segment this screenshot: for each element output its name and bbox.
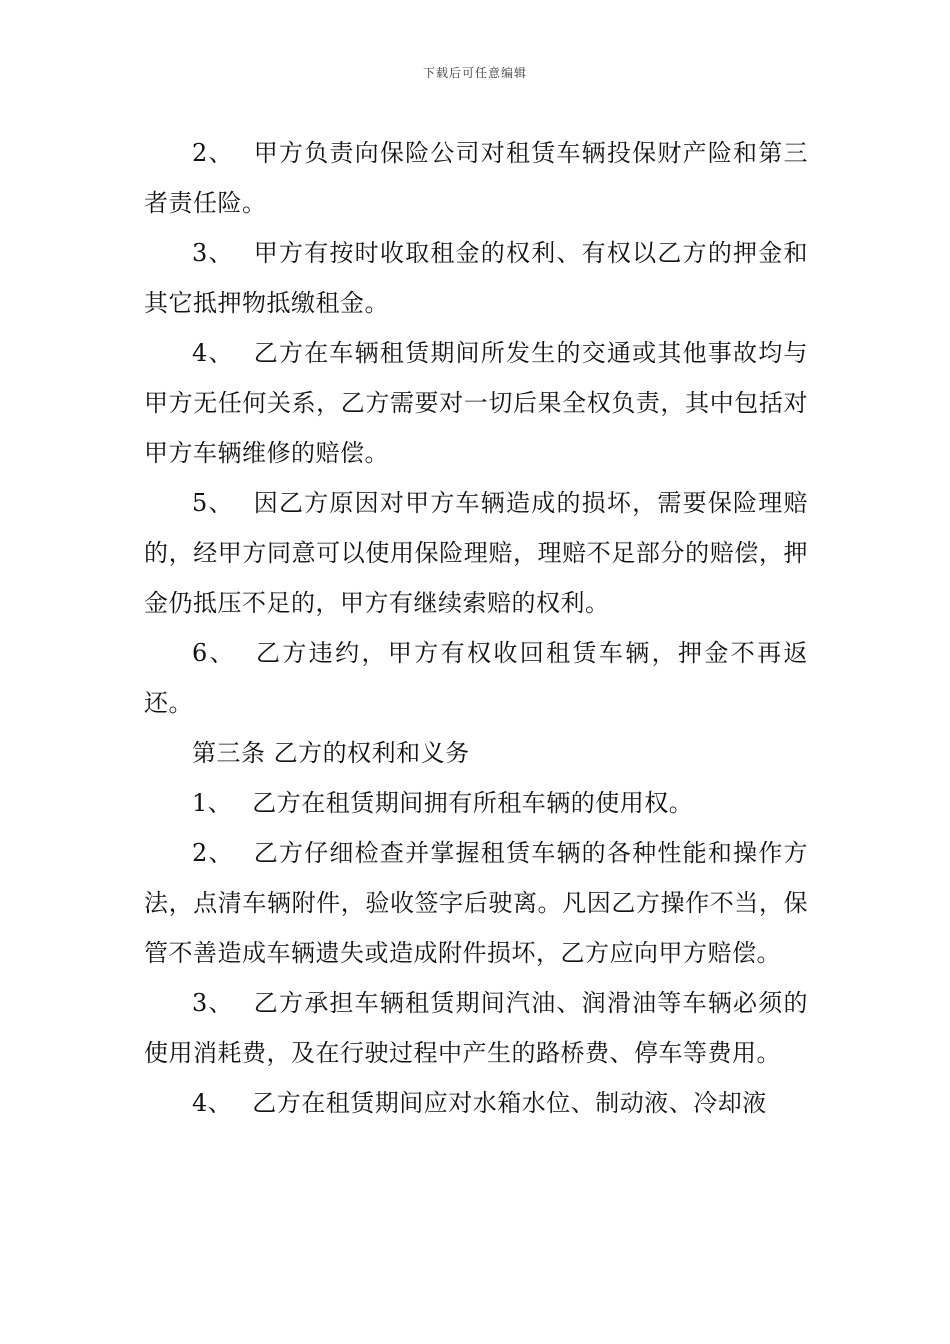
clause-text: 乙方仔细检查并掌握租赁车辆的各种性能和操作方法，点清车辆附件，验收签字后驶离。凡因乙方操作不当，保管不善造成车辆遗失或造成附件损坏，乙方应向甲方赔偿。 bbox=[144, 839, 808, 967]
clause-number: 3、 bbox=[192, 239, 234, 267]
clause-paragraph bbox=[144, 228, 808, 328]
clause-number: 4、 bbox=[192, 1089, 233, 1117]
clause-text: 乙方在车辆租赁期间所发生的交通或其他事故均与甲方无任何关系，乙方需要对一切后果全权负责，其中包括对甲方车辆维修的赔偿。 bbox=[144, 339, 808, 467]
clause-paragraph bbox=[144, 978, 808, 1078]
clause-number: 5、 bbox=[192, 489, 234, 517]
document-body bbox=[144, 128, 808, 1128]
clause-paragraph bbox=[144, 328, 808, 478]
clause-number: 1、 bbox=[192, 789, 233, 817]
clause-number: 4、 bbox=[192, 339, 234, 367]
clause-paragraph bbox=[144, 628, 808, 728]
clause-text: 因乙方原因对甲方车辆造成的损坏，需要保险理赔的，经甲方同意可以使用保险理赔，理赔不足部分的赔偿，押金仍抵压不足的，甲方有继续索赔的权利。 bbox=[144, 489, 808, 617]
clause-text: 甲方负责向保险公司对租赁车辆投保财产险和第三者责任险。 bbox=[144, 139, 808, 217]
page-header: 下载后可任意编辑 bbox=[422, 66, 527, 80]
clause-paragraph bbox=[144, 828, 808, 978]
clause-text: 乙方在租赁期间应对水箱水位、制动液、冷却液 bbox=[252, 1089, 767, 1117]
clause-number: 3、 bbox=[192, 989, 234, 1017]
clause-number: 2、 bbox=[192, 139, 234, 167]
clause-paragraph bbox=[144, 778, 808, 828]
clause-paragraph bbox=[144, 1078, 808, 1128]
clause-text: 甲方有按时收取租金的权利、有权以乙方的押金和其它抵押物抵缴租金。 bbox=[144, 239, 808, 317]
clause-paragraph bbox=[144, 478, 808, 628]
section-heading: 第三条 乙方的权利和义务 bbox=[192, 739, 470, 767]
clause-number: 6、 bbox=[192, 639, 237, 667]
clause-text: 乙方违约，甲方有权收回租赁车辆，押金不再返还。 bbox=[144, 639, 809, 717]
clause-text: 乙方在租赁期间拥有所租车辆的使用权。 bbox=[252, 789, 694, 817]
clause-number: 2、 bbox=[192, 839, 234, 867]
clause-text: 乙方承担车辆租赁期间汽油、润滑油等车辆必须的使用消耗费，及在行驶过程中产生的路桥费、停车等费用。 bbox=[144, 989, 808, 1067]
clause-paragraph bbox=[144, 128, 808, 228]
